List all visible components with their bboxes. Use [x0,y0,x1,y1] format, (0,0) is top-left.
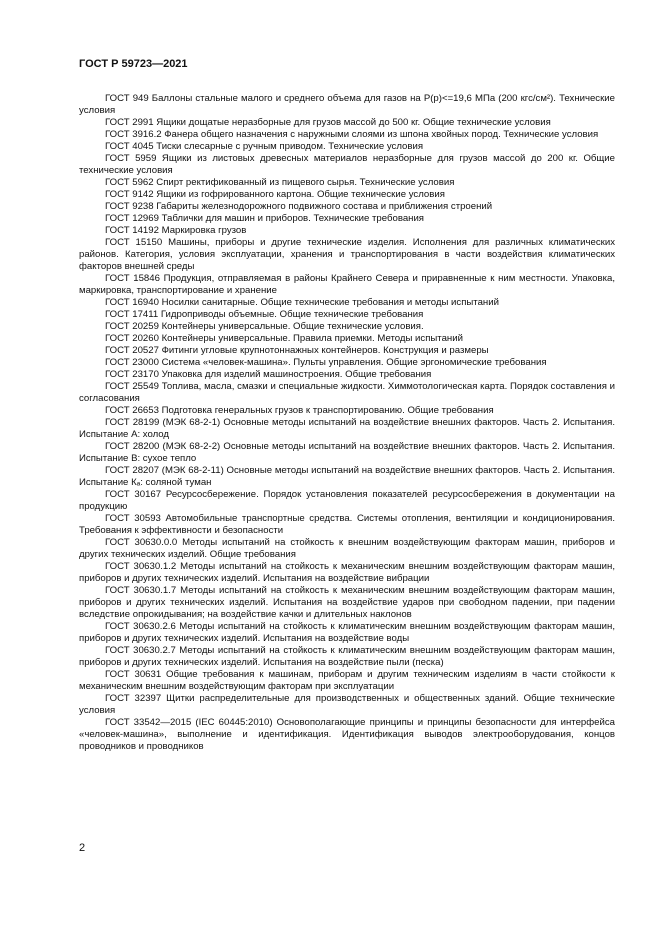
list-item: ГОСТ 26653 Подготовка генеральных грузов к транспортированию. Общие требования [105,405,494,416]
list-item: ГОСТ 20259 Контейнеры универсальные. Общие технические условия. [105,321,424,332]
list-item: ГОСТ 25549 Топлива, масла, смазки и специальные жидкости. Химмотологическая карта. Порядок составления и согласования [79,381,615,404]
list-item: ГОСТ 30593 Автомобильные транспортные средства. Системы отопления, вентиляции и кондиционирования. Требования к эффективности и безопасности [79,513,615,536]
list-item: ГОСТ 30630.2.6 Методы испытаний на стойкость к климатическим внешним воздействующим факторам машин, приборов и других технических изделий. Испытания на воздействие воды [79,621,615,644]
list-item: ГОСТ 28199 (МЭК 68-2-1) Основные методы испытаний на воздействие внешних факторов. Часть 2. Испытания. Испытание А: холод [79,417,615,440]
list-item: ГОСТ 949 Баллоны стальные малого и среднего объема для газов на Р(р)<=19,6 МПа (200 кгс/см²). Технические условия [79,93,615,116]
list-item: ГОСТ 15150 Машины, приборы и другие технические изделия. Исполнения для различных климатических районов. Категория, условия эксплуатации, хранения и транспортирования в части воздействия климатических факторов внешней среды [79,237,615,272]
standards-list [79,93,615,753]
list-item: ГОСТ 23000 Система «человек-машина». Пульты управления. Общие эргономические требования [105,357,547,368]
list-item: ГОСТ 3916.2 Фанера общего назначения с наружными слоями из шпона хвойных пород. Технические условия [105,129,599,140]
list-item: ГОСТ 30630.0.0 Методы испытаний на стойкость к внешним воздействующим факторам машин, приборов и других технических изделий. Общие требования [79,537,615,560]
list-item: ГОСТ 17411 Гидроприводы объемные. Общие технические требования [105,309,424,320]
document-header: ГОСТ Р 59723—2021 [79,58,188,70]
list-item: ГОСТ 16940 Носилки санитарные. Общие технические требования и методы испытаний [105,297,499,308]
list-item: ГОСТ 2991 Ящики дощатые неразборные для грузов массой до 500 кг. Общие технические условия [105,117,551,128]
list-item: ГОСТ 30631 Общие требования к машинам, приборам и другим техническим изделиям в части стойкости к механическим внешним воздействующим факторам при эксплуатации [79,669,615,692]
list-item: ГОСТ 32397 Щитки распределительные для производственных и общественных зданий. Общие технические условия [79,693,615,716]
list-item: ГОСТ 23170 Упаковка для изделий машиностроения. Общие требования [105,369,432,380]
list-item: ГОСТ 28200 (МЭК 68-2-2) Основные методы испытаний на воздействие внешних факторов. Часть 2. Испытания. Испытание В: сухое тепло [79,441,615,464]
list-item: ГОСТ 9142 Ящики из гофрированного картона. Общие технические условия [105,189,445,200]
list-item: ГОСТ 9238 Габариты железнодорожного подвижного состава и приближения строений [105,201,493,212]
list-item: ГОСТ 30630.2.7 Методы испытаний на стойкость к климатическим внешним воздействующим факторам машин, приборов и других технических изделий. Испытания на воздействие пыли (песка) [79,645,615,668]
list-item: ГОСТ 20527 Фитинги угловые крупнотоннажных контейнеров. Конструкция и размеры [105,345,489,356]
list-item: ГОСТ 30167 Ресурсосбережение. Порядок установления показателей ресурсосбережения в документации на продукцию [79,489,615,512]
list-item: ГОСТ 5959 Ящики из листовых древесных материалов неразборные для грузов массой до 200 кг. Общие технические условия [79,153,615,176]
list-item: ГОСТ 33542—2015 (IEC 60445:2010) Основополагающие принципы и принципы безопасности для интерфейса «человек-машина», выполнение и идентификация. Идентификация выводов электрооборудования, концов проводников и проводников [79,717,615,752]
list-item: ГОСТ 20260 Контейнеры универсальные. Правила приемки. Методы испытаний [105,333,463,344]
list-item: ГОСТ 4045 Тиски слесарные с ручным приводом. Технические условия [105,141,424,152]
list-item: ГОСТ 30630.1.7 Методы испытаний на стойкость к механическим внешним воздействующим факторам машин, приборов и других технических изделий. Испытания на воздействие ударов при свободном падении, при падении вследствие опрокидывания; на воздействие качки и длительных наклонов [79,585,615,620]
list-item: ГОСТ 5962 Спирт ректификованный из пищевого сырья. Технические условия [105,177,455,188]
list-item: ГОСТ 30630.1.2 Методы испытаний на стойкость к механическим внешним воздействующим факторам машин, приборов и других технических изделий. Испытания на воздействие вибрации [79,561,615,584]
page-number: 2 [79,842,86,854]
list-item: ГОСТ 15846 Продукция, отправляемая в районы Крайнего Севера и приравненные к ним местности. Упаковка, маркировка, транспортирование и хранение [79,273,615,296]
list-item: ГОСТ 12969 Таблички для машин и приборов. Технические требования [105,213,425,224]
list-item: ГОСТ 14192 Маркировка грузов [105,225,247,236]
list-item: ГОСТ 28207 (МЭК 68-2-11) Основные методы испытаний на воздействие внешних факторов. Часть 2. Испытания. Испытание Кₐ: соляной туман [79,465,615,488]
